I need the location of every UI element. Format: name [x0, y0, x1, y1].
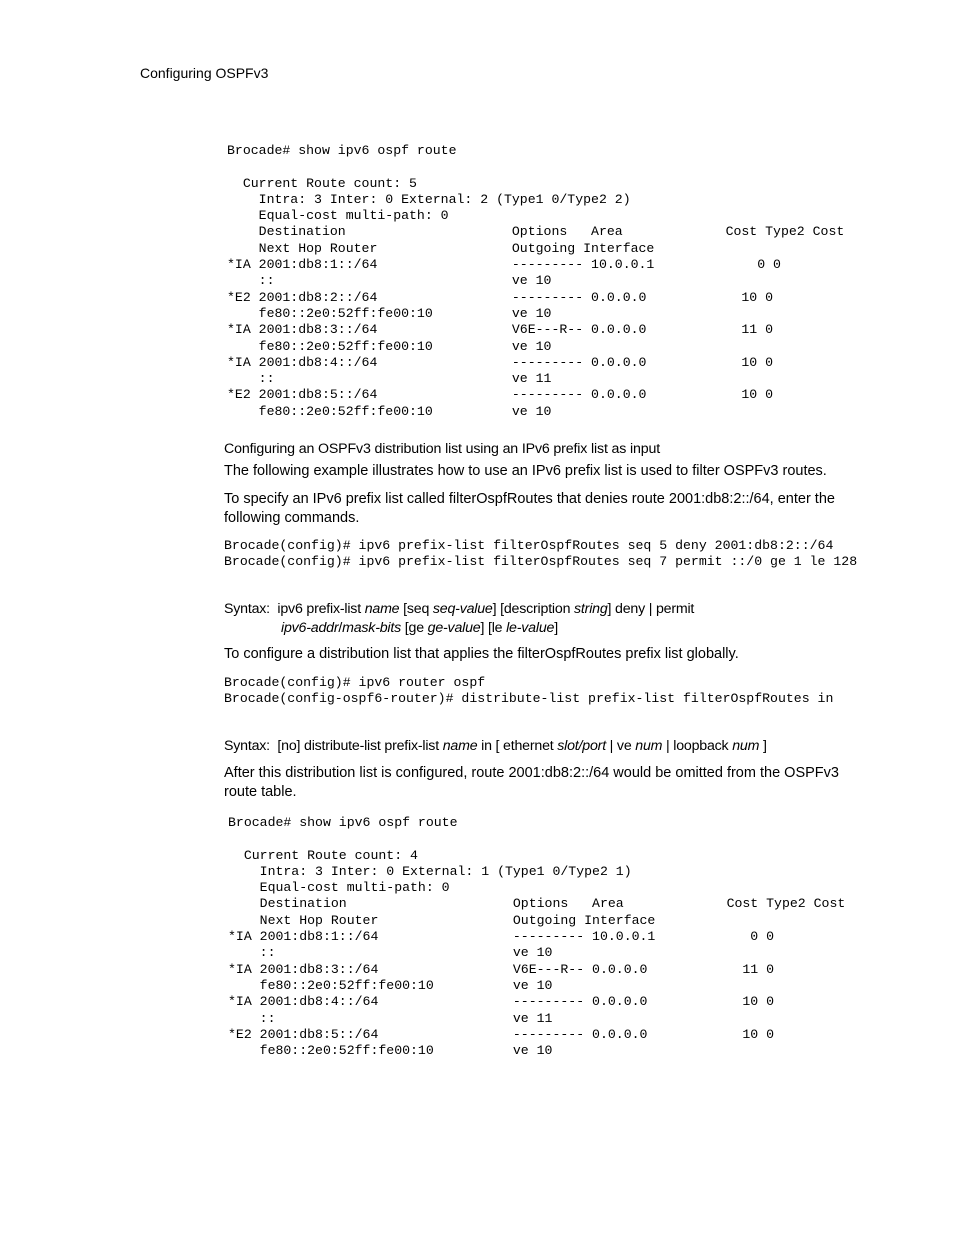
syntax-arg-seq-value: seq-value	[432, 601, 493, 617]
syntax-arg-mask-bits: mask-bits	[342, 620, 402, 636]
syntax-command: ipv6 prefix-list	[277, 601, 361, 617]
syntax-arg-le-value: le-value	[506, 620, 555, 636]
code-block-distribute-list: Brocade(config)# ipv6 router ospf Brocade(config-ospf6-router)# distribute-list prefix-list filterOspfRoutes in	[224, 675, 834, 707]
syntax-in: in [	[481, 738, 500, 754]
syntax-arg-name: name	[364, 601, 400, 617]
section-heading: Configuring an OSPFv3 distribution list using an IPv6 prefix list as input	[224, 441, 661, 457]
intro-paragraph: The following example illustrates how to use an IPv6 prefix list is used to filter OSPFv3 routes.	[224, 463, 827, 479]
syntax-loopback: loopback	[673, 738, 729, 754]
code-block-show-route-after: Brocade# show ipv6 ospf route Current Route count: 4 Intra: 3 Inter: 0 External: 1 (Type1 0/Type2 1) Equal-cost multi-path: 0 Destination Options Area Cost Type2 Cost Next Hop Router Outgoing Interface *IA 2001:db8:1::/64 --------- 10.0.0.1 0 0 :: ve 10 *IA 2001:db8:3::/64 V6E---R-- 0.0.0.0 11 0 fe80::2e0:52ff:fe00:10 ve 10 *IA 2001:db8:4::/64 --------- 0.0.0.0 10 0 :: ve 11 *E2 2001:db8:5::/64 --------- 0.0.0.0 10 0 fe80::2e0:52ff:fe00:10 ve 10	[228, 815, 846, 1059]
syntax-deny-permit: deny | permit	[615, 601, 695, 617]
syntax-label: Syntax:	[224, 601, 270, 617]
syntax-le: le	[491, 620, 503, 636]
syntax-seq: seq	[406, 601, 430, 617]
syntax-arg-num-loopback: num	[732, 738, 760, 754]
syntax-ge: ge	[408, 620, 424, 636]
syntax-arg-name: name	[442, 738, 478, 754]
syntax-label: Syntax:	[224, 738, 270, 754]
running-header: Configuring OSPFv3	[140, 65, 269, 81]
syntax-command: [no] distribute-list prefix-list	[277, 738, 439, 754]
code-block-show-route-before: Brocade# show ipv6 ospf route Current Route count: 5 Intra: 3 Inter: 0 External: 2 (Type1 0/Type2 2) Equal-cost multi-path: 0 Destination Options Area Cost Type2 Cost Next Hop Router Outgoing Interface *IA 2001:db8:1::/64 --------- 10.0.0.1 0 0 :: ve 10 *E2 2001:db8:2::/64 --------- 0.0.0.0 10 0 fe80::2e0:52ff:fe00:10 ve 10 *IA 2001:db8:3::/64 V6E---R-- 0.0.0.0 11 0 fe80::2e0:52ff:fe00:10 ve 10 *IA 2001:db8:4::/64 --------- 0.0.0.0 10 0 :: ve 11 *E2 2001:db8:5::/64 --------- 0.0.0.0 10 0 fe80::2e0:52ff:fe00:10 ve 10	[227, 143, 845, 419]
syntax-description: description	[503, 601, 571, 617]
apply-paragraph: To configure a distribution list that applies the filterOspfRoutes prefix list globally.	[224, 646, 739, 662]
syntax-ve: ve	[616, 738, 632, 754]
syntax-arg-num: num	[635, 738, 663, 754]
syntax-arg-ipv6-addr: ipv6-addr	[281, 620, 339, 636]
syntax-ethernet: ethernet	[503, 738, 554, 754]
code-block-prefix-list: Brocade(config)# ipv6 prefix-list filterOspfRoutes seq 5 deny 2001:db8:2::/64 Brocade(config)# ipv6 prefix-list filterOspfRoutes seq 7 permit ::/0 ge 1 le 128	[224, 538, 858, 570]
specify-paragraph: To specify an IPv6 prefix list called filterOspfRoutes that denies route 2001:db8:2::/64, enter the following commands.	[224, 491, 835, 526]
syntax-arg-string: string	[574, 601, 608, 617]
syntax-prefix-list: Syntax: ipv6 prefix-list name [seq seq-value] [description string] deny | permit ipv6-addr/mask-bits [ge ge-value] [le le-value]	[224, 601, 695, 636]
syntax-close-bracket: ]	[762, 738, 767, 754]
after-paragraph: After this distribution list is configured, route 2001:db8:2::/64 would be omitted from the OSPFv3 route table.	[224, 765, 839, 800]
syntax-arg-ge-value: ge-value	[427, 620, 481, 636]
syntax-distribute-list: Syntax: [no] distribute-list prefix-list name in [ ethernet slot/port | ve num | loopback num ]	[224, 738, 767, 754]
syntax-arg-slot-port: slot/port	[557, 738, 606, 754]
